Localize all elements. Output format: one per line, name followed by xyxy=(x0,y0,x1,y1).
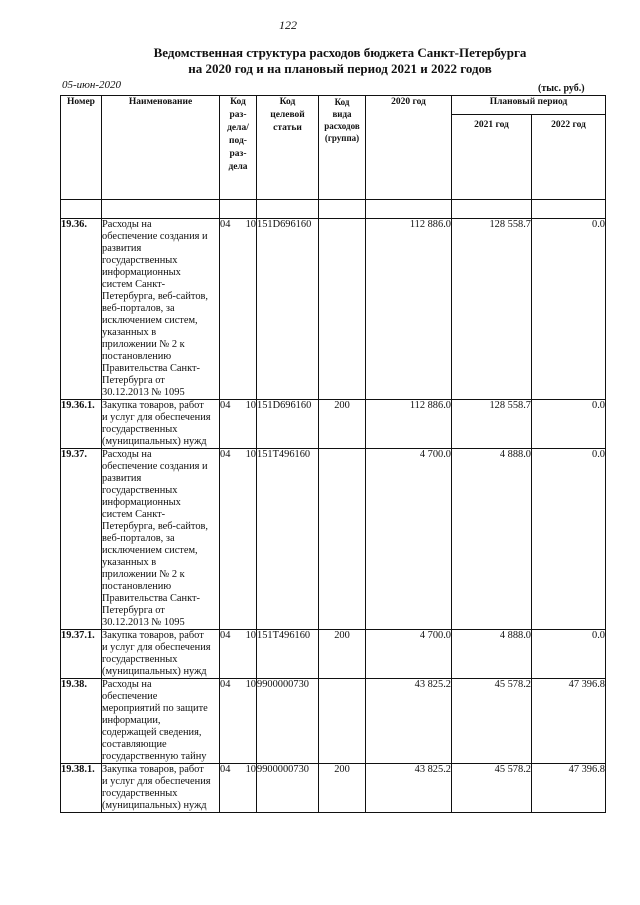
row-name-line: систем Санкт- xyxy=(102,279,166,290)
header-razdel: Код раз- дела/ под- раз- дела xyxy=(220,96,257,200)
row-name-line: обеспечение создания и xyxy=(102,231,208,242)
row-expense-type: 200 xyxy=(319,400,366,449)
row-name-line: указанных в xyxy=(102,327,157,338)
row-name-line: информационных xyxy=(102,267,181,278)
row-name-line: составляющие xyxy=(102,739,167,750)
row-expense-type xyxy=(319,679,366,764)
row-name-line: и услуг для обеспечения xyxy=(102,776,211,787)
row-name-line: постановлению xyxy=(102,581,172,592)
row-amount-2021: 128 558.7 xyxy=(452,400,532,449)
row-name-line: развития xyxy=(102,243,142,254)
spacer-row xyxy=(61,200,606,219)
razdel-code: 04 xyxy=(220,679,231,690)
document-date: 05-июн-2020 xyxy=(62,79,122,91)
row-target-code: 151T496160 xyxy=(257,449,319,630)
spacer-cell xyxy=(220,200,257,219)
razdel-code: 04 xyxy=(220,449,231,460)
row-name-line: развития xyxy=(102,473,142,484)
row-razdel-code xyxy=(220,630,257,679)
row-name-line: государственных xyxy=(102,654,178,665)
header-name: Наименование xyxy=(102,96,220,200)
row-amount-2022: 0.0 xyxy=(532,400,606,449)
row-amount-2022: 47 396.8 xyxy=(532,764,606,813)
subrazdel-code: 10 xyxy=(245,679,256,690)
row-name-line: исключением систем, xyxy=(102,545,198,556)
row-expense-type xyxy=(319,219,366,400)
row-name-line: Петербурга, веб-сайтов, xyxy=(102,291,209,302)
row-name-line: и услуг для обеспечения xyxy=(102,642,211,653)
row-name xyxy=(102,764,220,813)
row-name-line: Петербурга, веб-сайтов, xyxy=(102,521,209,532)
row-name-line: 30.12.2013 № 1095 xyxy=(102,387,185,398)
row-name-line: Расходы на xyxy=(102,679,152,690)
row-amount-2020: 4 700.0 xyxy=(366,449,452,630)
razdel-code: 04 xyxy=(220,400,231,411)
row-name-line: Петербурга от xyxy=(102,605,165,616)
table-row xyxy=(61,449,606,630)
row-name-line: постановлению xyxy=(102,351,172,362)
row-number: 19.37. xyxy=(61,449,102,630)
row-name-line: (муниципальных) нужд xyxy=(102,800,207,811)
row-name-line: Правительства Санкт- xyxy=(102,593,201,604)
row-razdel-code xyxy=(220,219,257,400)
row-name-line: исключением систем, xyxy=(102,315,198,326)
row-number: 19.36. xyxy=(61,219,102,400)
subrazdel-code: 10 xyxy=(245,630,256,641)
razdel-code: 04 xyxy=(220,764,231,775)
row-name xyxy=(102,219,220,400)
header-2022: 2022 год xyxy=(532,115,606,200)
table-row xyxy=(61,219,606,400)
row-number: 19.37.1. xyxy=(61,630,102,679)
spacer-cell xyxy=(366,200,452,219)
row-name-line: 30.12.2013 № 1095 xyxy=(102,617,185,628)
row-number: 19.38. xyxy=(61,679,102,764)
row-name xyxy=(102,449,220,630)
row-target-code: 151D696160 xyxy=(257,400,319,449)
razdel-code: 04 xyxy=(220,219,231,230)
row-name xyxy=(102,400,220,449)
row-name-line: Петербурга от xyxy=(102,375,165,386)
row-razdel-code xyxy=(220,400,257,449)
row-amount-2020: 112 886.0 xyxy=(366,219,452,400)
row-name-line: государственных xyxy=(102,788,178,799)
row-razdel-code xyxy=(220,449,257,630)
row-name-line: приложении № 2 к xyxy=(102,339,185,350)
row-name-line: Закупка товаров, работ xyxy=(102,630,204,641)
row-name-line: указанных в xyxy=(102,557,157,568)
spacer-cell xyxy=(257,200,319,219)
table-row xyxy=(61,400,606,449)
row-name xyxy=(102,679,220,764)
row-name-line: информации, xyxy=(102,715,161,726)
row-name-line: приложении № 2 к xyxy=(102,569,185,580)
row-target-code: 9900000730 xyxy=(257,679,319,764)
header-expense-type: Код вида расходов (группа) xyxy=(319,96,366,200)
subrazdel-code: 10 xyxy=(245,449,256,460)
row-name-line: Закупка товаров, работ xyxy=(102,400,204,411)
units-label: (тыс. руб.) xyxy=(538,83,585,94)
row-amount-2020: 43 825.2 xyxy=(366,764,452,813)
row-name-line: Правительства Санкт- xyxy=(102,363,201,374)
row-target-code: 151D696160 xyxy=(257,219,319,400)
row-name-line: обеспечение xyxy=(102,691,158,702)
row-name-line: мероприятий по защите xyxy=(102,703,208,714)
row-amount-2020: 4 700.0 xyxy=(366,630,452,679)
spacer-cell xyxy=(61,200,102,219)
title-line-2: на 2020 год и на плановый период 2021 и 2022 годов xyxy=(188,61,492,76)
row-target-code: 151T496160 xyxy=(257,630,319,679)
row-number: 19.36.1. xyxy=(61,400,102,449)
row-name-line: государственных xyxy=(102,255,178,266)
header-target-code: Код целевой статьи xyxy=(257,96,319,200)
row-amount-2021: 45 578.2 xyxy=(452,764,532,813)
row-amount-2021: 4 888.0 xyxy=(452,630,532,679)
page-number: 122 xyxy=(279,18,297,32)
header-2020: 2020 год xyxy=(366,96,452,200)
row-name-line: Расходы на xyxy=(102,449,152,460)
row-name-line: Расходы на xyxy=(102,219,152,230)
row-expense-type: 200 xyxy=(319,630,366,679)
table-row xyxy=(61,679,606,764)
row-amount-2022: 0.0 xyxy=(532,630,606,679)
table-row xyxy=(61,630,606,679)
row-name-line: и услуг для обеспечения xyxy=(102,412,211,423)
subrazdel-code: 10 xyxy=(245,764,256,775)
row-amount-2020: 43 825.2 xyxy=(366,679,452,764)
row-name-line: государственных xyxy=(102,424,178,435)
row-amount-2021: 128 558.7 xyxy=(452,219,532,400)
row-name-line: информационных xyxy=(102,497,181,508)
row-amount-2022: 0.0 xyxy=(532,449,606,630)
header-plan-period: Плановый период xyxy=(452,96,606,115)
row-name-line: (муниципальных) нужд xyxy=(102,436,207,447)
row-amount-2020: 112 886.0 xyxy=(366,400,452,449)
row-name-line: Закупка товаров, работ xyxy=(102,764,204,775)
budget-table xyxy=(60,95,606,813)
row-amount-2022: 47 396.8 xyxy=(532,679,606,764)
row-amount-2021: 4 888.0 xyxy=(452,449,532,630)
spacer-cell xyxy=(102,200,220,219)
subrazdel-code: 10 xyxy=(245,219,256,230)
row-name-line: содержащей сведения, xyxy=(102,727,202,738)
row-razdel-code xyxy=(220,679,257,764)
row-name-line: государственную тайну xyxy=(102,751,207,762)
row-name xyxy=(102,630,220,679)
subrazdel-code: 10 xyxy=(245,400,256,411)
row-amount-2021: 45 578.2 xyxy=(452,679,532,764)
document-title xyxy=(60,45,620,77)
row-target-code: 9900000730 xyxy=(257,764,319,813)
row-name-line: систем Санкт- xyxy=(102,509,166,520)
razdel-code: 04 xyxy=(220,630,231,641)
row-expense-type: 200 xyxy=(319,764,366,813)
row-name-line: веб-порталов, за xyxy=(102,303,175,314)
row-name-line: (муниципальных) нужд xyxy=(102,666,207,677)
row-name-line: государственных xyxy=(102,485,178,496)
row-name-line: веб-порталов, за xyxy=(102,533,175,544)
row-expense-type xyxy=(319,449,366,630)
row-name-line: обеспечение создания и xyxy=(102,461,208,472)
spacer-cell xyxy=(319,200,366,219)
title-line-1: Ведомственная структура расходов бюджета Санкт-Петербурга xyxy=(153,45,527,60)
spacer-cell xyxy=(532,200,606,219)
spacer-cell xyxy=(452,200,532,219)
header-2021: 2021 год xyxy=(452,115,532,200)
row-amount-2022: 0.0 xyxy=(532,219,606,400)
table-row xyxy=(61,764,606,813)
row-number: 19.38.1. xyxy=(61,764,102,813)
header-number: Номер xyxy=(61,96,102,200)
row-razdel-code xyxy=(220,764,257,813)
